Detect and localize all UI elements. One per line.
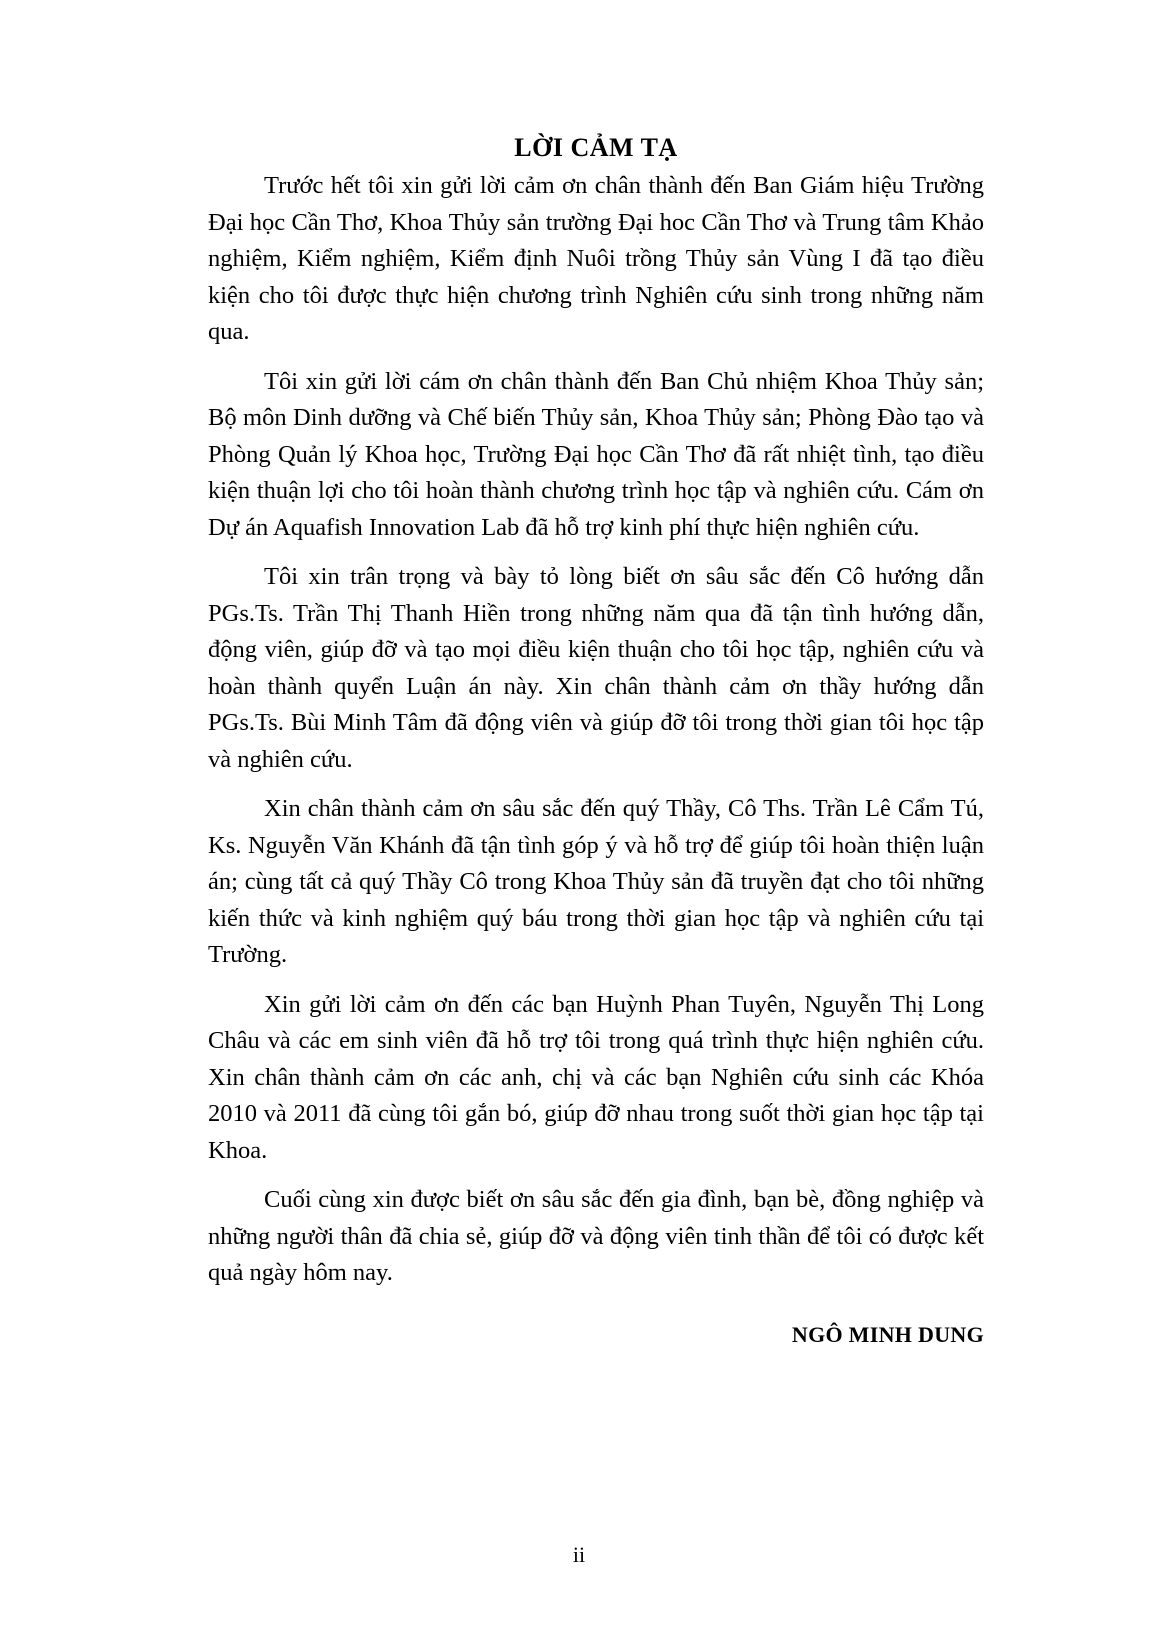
paragraph-4: Xin chân thành cảm ơn sâu sắc đến quý Thầy, Cô Ths. Trần Lê Cẩm Tú, Ks. Nguyễn Văn Khánh đã tận tình góp ý và hỗ trợ để giúp tôi hoàn thiện luận án; cùng tất cả quý Thầy Cô trong Khoa Thủy sản đã truyền đạt cho tôi những kiến thức và kinh nghiệm quý báu trong thời gian học tập và nghiên cứu tại Trường. bbox=[208, 795, 984, 968]
paragraph-3: Tôi xin trân trọng và bày tỏ lòng biết ơn sâu sắc đến Cô hướng dẫn PGs.Ts. Trần Thị Thanh Hiền trong những năm qua đã tận tình hướng dẫn, động viên, giúp đỡ và tạo mọi điều kiện thuận cho tôi học tập, nghiên cứu và hoàn thành quyển Luận án này. Xin chân thành cảm ơn thầy hướng dẫn PGs.Ts. Bùi Minh Tâm đã động viên và giúp đỡ tôi trong thời gian tôi học tập và nghiên cứu. bbox=[208, 563, 984, 773]
paragraph-2: Tôi xin gửi lời cám ơn chân thành đến Ban Chủ nhiệm Khoa Thủy sản; Bộ môn Dinh dưỡng và Chế biến Thủy sản, Khoa Thủy sản; Phòng Đào tạo và Phòng Quản lý Khoa học, Trường Đại học Cần Thơ đã rất nhiệt tình, tạo điều kiện thuận lợi cho tôi hoàn thành chương trình học tập và nghiên cứu. Cám ơn Dự án Aquafish Innovation Lab đã hỗ trợ kinh phí thực hiện nghiên cứu. bbox=[208, 367, 984, 541]
document-page bbox=[208, 128, 984, 1352]
paragraph-1: Trước hết tôi xin gửi lời cảm ơn chân thành đến Ban Giám hiệu Trường Đại học Cần Thơ, Khoa Thủy sản trường Đại hoc Cần Thơ và Trung tâm Khảo nghiệm, Kiểm nghiệm, Kiểm định Nuôi trồng Thủy sản Vùng I đã tạo điều kiện cho tôi được thực hiện chương trình Nghiên cứu sinh trong những năm qua. bbox=[208, 172, 984, 345]
paragraph-5: Xin gửi lời cảm ơn đến các bạn Huỳnh Phan Tuyên, Nguyễn Thị Long Châu và các em sinh viên đã hỗ trợ tôi trong quá trình thực hiện nghiên cứu. Xin chân thành cảm ơn các anh, chị và các bạn Nghiên cứu sinh các Khóa 2010 và 2011 đã cùng tôi gắn bó, giúp đỡ nhau trong suốt thời gian học tập tại Khoa. bbox=[208, 990, 984, 1164]
author-signature: NGÔ MINH DUNG bbox=[791, 1321, 984, 1347]
page-title: LỜI CẢM TẠ bbox=[514, 133, 678, 162]
page-number: ii bbox=[572, 1542, 586, 1567]
paragraph-6: Cuối cùng xin được biết ơn sâu sắc đến gia đình, bạn bè, đồng nghiệp và những người thân đã chia sẻ, giúp đỡ và động viên tinh thần để tôi có được kết quả ngày hôm nay. bbox=[208, 1186, 984, 1286]
